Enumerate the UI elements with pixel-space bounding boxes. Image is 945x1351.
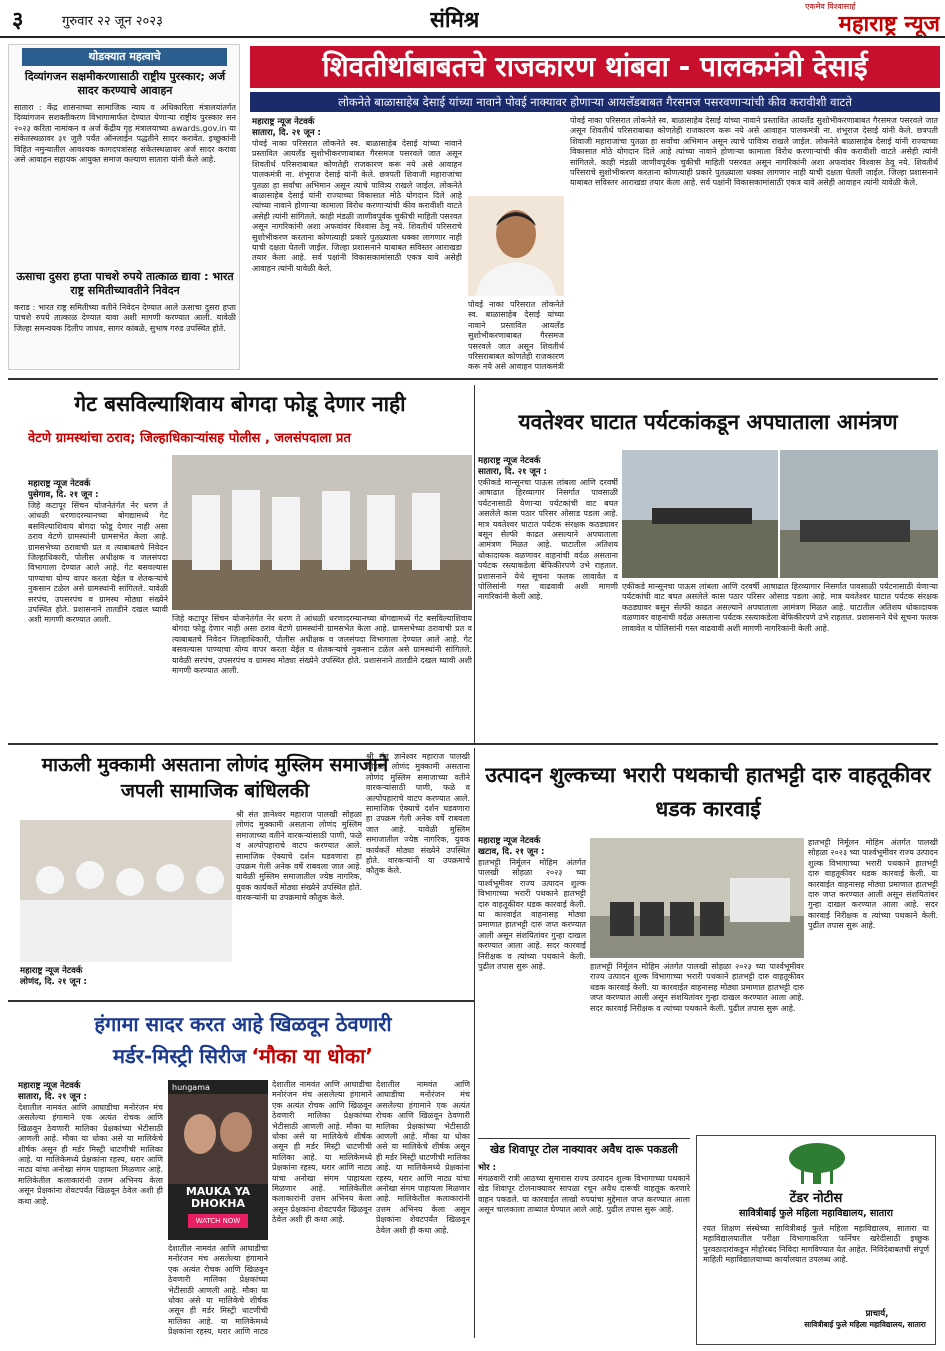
divider	[474, 748, 475, 1338]
mauli-headline: माऊली मुक्कामी असताना लोणंद मुस्लिम समाजाने जपली सामाजिक बांधिलकी	[41, 754, 389, 802]
ghat-body-col-2: एकीकडे मान्सूनचा पाऊस लांबला आणि दरवर्षी आषाढात हिरव्यागार निसर्गात पावसाळी पर्यटनासाठी येणाऱ्या पर्यटकांची वाट बघत असलेले कास पठार परिसर ओसाड पडला आहे. मात्र यवतेश्वर घाटात पर्यटक संरक्षक कठड्यावर बसून सेल्फी काढत असल्याने अपघाताला आमंत्रण मिळत आहे. घाटातील अतिशय धोकादायक वळणावर वाहनांची वर्दळ असताना पर्यटक रस्त्याकडेला बेफिकीरपणे उभे राहतात. प्रशासनाने येथे सूचना फलक लावावेत व पोलिसांनी गस्त वाढवावी अशी मागणी नागरिकांनी केली आहे.	[622, 582, 938, 633]
section-title: संमिश्र	[430, 8, 480, 33]
series-byline: महाराष्ट्र न्यूज नेटवर्क	[18, 1081, 81, 1091]
gate-body-col-1: जिहे कटापूर सिंचन योजनेतंर्गत नेर धरण ते आंधळी धरणादरम्यानच्या बोगद्यामध्ये गेट बसविल्याशिवाय बोगदा फोडू देणार नाही असा ठराव वेटणे ग्रामस्थांनी ग्रामसभेत केला आहे. ग्रामसभेच्या ठरावाची प्रत व त्याबाबतचे निवेदन जिल्हाधिकारी, पोलीस अधीक्षक व जलसंपदा विभागाला देण्यात आले आहे. गेट बसवल्यास पाण्याचा योग्य वापर करता येईल व शेतकऱ्यांचे नुकसान टळेल असे ग्रामस्थांनी सांगितले. यावेळी सरपंच, उपसरपंच व ग्रामस्थ मोठ्या संख्येने उपस्थित होते. प्रशासनाने तातडीने दखल घ्यावी अशी मागणी करण्यात आली.	[28, 501, 168, 625]
series-body-col-2: देशातील नामवंत आणि आघाडीचा मनोरंजन मंच असलेल्या हंगामाने एक अत्यंत रोचक आणि खिळवून ठेवणारी मालिका प्रेक्षकांच्या भेटीसाठी आणली आहे. मौका या धोका असे या मालिकेचे शीर्षक असून ही मर्डर मिस्ट्री धाटणीची मालिका आहे. या मालिकेमध्ये प्रेक्षकांना रहस्य, थरार आणि नाट्य	[168, 1244, 268, 1337]
gate-subheadline: वेटणे ग्रामस्थांचा ठराव; जिल्हाधिकाऱ्यांसह पोलीस , जलसंपदाला प्रत	[28, 431, 351, 446]
tender-institution: सावित्रीबाई फुले महिला महाविद्यालय, सातारा	[739, 1208, 893, 1219]
seized-liquor-photo	[590, 838, 804, 958]
lead-body-col-3: पोवई नाका परिसरात लोकनेते स्व. बाळासाहेब देसाई यांच्या नावाने प्रस्तावित आयलँड सुशोभीकरणाबाबत गैरसमज पसरवले जात असून शिवतीर्थ परिसराबाबत कोणतेही राजकारण करू नये असे आवाहन पालकमंत्री	[468, 300, 564, 371]
tender-heading: टेंडर नोटीस	[789, 1191, 843, 1206]
excise-body-col-2: हातभट्टी निर्मूलन मोहिम अंतर्गत पालखी सोहळा २०२३ च्या पार्श्वभूमीवर राज्य उत्पादन शुल्क विभागाच्या भरारी पथकाने हातभट्टी दारु वाहतूकीवर धडक कारवाई केली. या कारवाईत वाहनासह मोठ्या प्रमाणात हातभट्टी दारु जप्त करण्यात आली असून संशयितांवर गुन्हा दाखल करण्यात आला आहे. सदर कारवाई निरीक्षक व त्यांच्या पथकाने केली. पुढील तपास सुरू आहे.	[590, 962, 804, 1013]
brand-logo: महाराष्ट्र न्यूज	[838, 12, 940, 37]
series-headline-line1: हंगामा सादर करत आहे खिळवून ठेवणारी	[94, 1012, 392, 1036]
minister-photo	[468, 196, 564, 296]
mauli-body-col-2: श्री संत ज्ञानेश्वर महाराज पालखी सोहळा लोणंद मुक्कामी असताना लोणंद मुस्लिम समाजाच्या वतीने वारकऱ्यांसाठी पाणी, फळे व अल्पोपहाराचे वाटप करण्यात आले. सामाजिक ऐक्याचे दर्शन घडवणारा हा उपक्रम गेली अनेक वर्षे राबवला जात आहे. यावेळी मुस्लिम समाजातील ज्येष्ठ नागरिक, युवक कार्यकर्ते मोठ्या संख्येने उपस्थित होते. वारकऱ्यांनी या उपक्रमाचे कौतुक केले.	[366, 752, 470, 876]
divider	[478, 1138, 690, 1139]
series-headline-line2: मर्डर-मिस्ट्री सिरीज	[113, 1044, 247, 1068]
mauli-photo	[20, 820, 232, 962]
ghat-body-col-1: एकीकडे मान्सूनचा पाऊस लांबला आणि दरवर्षी आषाढात हिरव्यागार निसर्गात पावसाळी पर्यटनासाठी येणाऱ्या पर्यटकांची वाट बघत असलेले कास पठार परिसर ओसाड पडला आहे. मात्र यवतेश्वर घाटात पर्यटक संरक्षक कठड्यावर बसून सेल्फी काढत असल्याने अपघाताला आमंत्रण मिळत आहे. घाटातील अतिशय धोकादायक वळणावर वाहनांची वर्दळ असताना पर्यटक रस्त्याकडेला बेफिकीरपणे उभे राहतात. प्रशासनाने येथे सूचना फलक लावावेत व पोलिसांनी गस्त वाढवावी अशी मागणी नागरिकांनी केली आहे.	[478, 478, 618, 602]
ghat-photo-2	[780, 450, 938, 578]
banyan-tree-logo	[787, 1142, 847, 1186]
mauli-body-col-1: श्री संत ज्ञानेश्वर महाराज पालखी सोहळा लोणंद मुक्कामी असताना लोणंद मुस्लिम समाजाच्या वतीने वारकऱ्यांसाठी पाणी, फळे व अल्पोपहाराचे वाटप करण्यात आले. सामाजिक ऐक्याचे दर्शन घडवणारा हा उपक्रम गेली अनेक वर्षे राबवला जात आहे. यावेळी मुस्लिम समाजातील ज्येष्ठ नागरिक, युवक कार्यकर्ते मोठ्या संख्येने उपस्थित होते. वारकऱ्यांनी या उपक्रमाचे कौतुक केले.	[236, 810, 362, 903]
tender-notice	[696, 1135, 936, 1345]
ghat-photo-1	[622, 450, 778, 578]
series-body-col-1: देशातील नामवंत आणि आघाडीचा मनोरंजन मंच असलेल्या हंगामाने एक अत्यंत रोचक आणि खिळवून ठेवणारी मालिका प्रेक्षकांच्या भेटीसाठी आणली आहे. मौका या धोका असे या मालिकेचे शीर्षक असून ही मर्डर मिस्ट्री धाटणीची मालिका आहे. या मालिकेमध्ये प्रेक्षकांना रहस्य, थरार आणि नाट्य यांचा अनोखा संगम पाहायला मिळणार आहे. मालिकेतील कलाकारांनी उत्तम अभिनय केला असून प्रेक्षकांना शेवटपर्यंत खिळवून ठेवेल अशी ही कथा आहे.	[18, 1103, 163, 1206]
sidebar-banner: थोडक्यात महत्वाचे	[22, 48, 227, 66]
divider	[8, 378, 938, 380]
mauli-dateline: लोणंद, दि. २१ जून :	[20, 977, 87, 987]
toll-dateline: भोर :	[478, 1163, 497, 1173]
excise-dateline: खटाव, दि. २१ जून :	[478, 847, 545, 857]
ghat-dateline: सातारा, दि. २१ जून :	[478, 467, 547, 477]
mauli-byline: महाराष्ट्र न्यूज नेटवर्क	[20, 966, 83, 976]
hungama-logo: hungama	[172, 1083, 210, 1092]
divider	[8, 743, 938, 745]
divider	[474, 385, 475, 743]
toll-headline: खेड शिवापूर टोल नाक्यावर अवैध दारू पकडली	[490, 1143, 678, 1156]
lead-body-col-2: पोवई नाका परिसरात लोकनेते स्व. बाळासाहेब देसाई यांच्या नावाने प्रस्तावित आयलँड सुशोभीकरणाबाबत गैरसमज पसरवले जात असून शिवतीर्थ परिसराबाबत कोणतेही राजकारण करू नये असे आवाहन पालकमंत्री ना. शंभूराज देसाई यांनी केले. छत्रपती शिवाजी महाराजांचा पुतळा हा सर्वांचा अभिमान असून त्याचे पावित्र्य राखले जाईल. लोकनेते बाळासाहेब देसाई यांनी राज्याच्या विकासात मोठे योगदान दिले आहे त्यांच्या नावाने होणाऱ्या कामाला विरोध करणाऱ्यांची कीव करावीशी वाटते असेही त्यांनी सांगितले. काही मंडळी जाणीवपूर्वक चुकीची माहिती पसरवत असून नागरिकांनी अशा अफवांवर विश्वास ठेवू नये. शिवतीर्थ परिसराचे सुशोभीकरण करताना कोणत्याही प्रकारे पुतळ्याला धक्का लागणार नाही याची दक्षता घेतली जाईल. जिल्हा प्रशासनाने याबाबत सविस्तर आराखडा तयार केला आहे. सर्व पक्षांनी विकासकामांसाठी एकत्र यावे असेही आवाहन त्यांनी यावेळी केले.	[570, 116, 938, 188]
divider	[8, 1000, 474, 1002]
excise-body-col-3: हातभट्टी निर्मूलन मोहिम अंतर्गत पालखी सोहळा २०२३ च्या पार्श्वभूमीवर राज्य उत्पादन शुल्क विभागाच्या भरारी पथकाने हातभट्टी दारु वाहतूकीवर धडक कारवाई केली. या कारवाईत वाहनासह मोठ्या प्रमाणात हातभट्टी दारु जप्त करण्यात आली असून संशयितांवर गुन्हा दाखल करण्यात आला आहे. सदर कारवाई निरीक्षक व त्यांच्या पथकाने केली. पुढील तपास सुरू आहे.	[808, 838, 938, 931]
excise-byline: महाराष्ट्र न्यूज नेटवर्क	[478, 836, 541, 846]
tender-body: रयत शिक्षण संस्थेच्या सावित्रीबाई फुले महिला महाविद्यालय, सातारा या महाविद्यालयातील परीक्षा विभागाकरिता फर्निचर खरेदीसाठी इच्छुक पुरवठादारांकडून मोहोरबंद निविदा मागविण्यात येत आहेत. निविदेबाबतची संपूर्ण माहिती महाविद्यालयाच्या कार्यालयात उपलब्ध आहे.	[703, 1224, 929, 1265]
tender-sign-name: सावित्रीबाई फुले महिला महाविद्यालय, सातारा	[804, 1320, 926, 1329]
lead-subheadline: लोकनेते बाळासाहेब देसाई यांच्या नावाने पोवई नाक्यावर होणाऱ्या आयलँडबाबत गैरसमज पसरवणाऱ्यांची कीव करावीशी वाटते	[250, 92, 940, 112]
excise-headline: उत्पादन शुल्कच्या भरारी पथकाची हातभट्टी दारु वाहतूकीवर धडक कारवाई	[485, 763, 931, 821]
lead-body-col-1: पोवई नाका परिसरात लोकनेते स्व. बाळासाहेब देसाई यांच्या नावाने प्रस्तावित आयलँड सुशोभीकरणाबाबत गैरसमज पसरवले जात असून शिवतीर्थ परिसराबाबत कोणतेही राजकारण करू नये असे आवाहन पालकमंत्री ना. शंभूराज देसाई यांनी केले. छत्रपती शिवाजी महाराजांचा पुतळा हा सर्वांचा अभिमान असून त्याचे पावित्र्य राखले जाईल. लोकनेते बाळासाहेब देसाई यांनी राज्याच्या विकासात मोठे योगदान दिले आहे त्यांच्या नावाने होणाऱ्या कामाला विरोध करणाऱ्यांची कीव करावीशी वाटते असेही त्यांनी सांगितले. काही मंडळी जाणीवपूर्वक चुकीची माहिती पसरवत असून नागरिकांनी अशा अफवांवर विश्वास ठेवू नये. शिवतीर्थ परिसराचे सुशोभीकरण करताना कोणत्याही प्रकारे पुतळ्याला धक्का लागणार नाही याची दक्षता घेतली जाईल. जिल्हा प्रशासनाने याबाबत सविस्तर आराखडा तयार केला आहे. सर्व पक्षांनी विकासकामांसाठी एकत्र यावे असेही आवाहन त्यांनी यावेळी केले.	[252, 139, 462, 273]
poster-title: MAUKA YA DHOKHA	[185, 1186, 251, 1210]
lead-dateline: सातारा, दि. २१ जून :	[252, 128, 321, 138]
ghat-headline: यवतेश्वर घाटात पर्यटकांकडून अपघाताला आमंत्रण	[518, 410, 898, 434]
gate-headline: गेट बसविल्याशिवाय बोगदा फोडू देणार नाही	[74, 392, 406, 416]
lead-byline: महाराष्ट्र न्यूज नेटवर्क	[252, 117, 315, 127]
series-body-col-4: देशातील नामवंत आणि आघाडीचा मनोरंजन मंच असलेल्या हंगामाने एक अत्यंत रोचक आणि खिळवून ठेवणारी मालिका प्रेक्षकांच्या भेटीसाठी आणली आहे. मौका या धोका असे या मालिकेचे शीर्षक असून ही मर्डर मिस्ट्री धाटणीची मालिका आहे. या मालिकेमध्ये प्रेक्षकांना रहस्य, थरार आणि नाट्य यांचा अनोखा संगम पाहायला मिळणार आहे. मालिकेतील कलाकारांनी उत्तम अभिनय केला असून प्रेक्षकांना शेवटपर्यंत खिळवून ठेवेल अशी ही कथा आहे.	[376, 1080, 470, 1235]
brief-2-body: कराड : भारत राष्ट्र समितीच्या वतीने निवेदन देण्यात आले ऊसाचा दुसरा हप्ता पाचशे रुपये तात्काळ देण्यात यावा अशी मागणी करण्यात आली. यावेळी जिल्हा समन्वयक दिलीप जाधव, सागर कांबळे, सुभाष गरुड उपस्थित होते.	[14, 303, 236, 333]
series-body-col-3: देशातील नामवंत आणि आघाडीचा मनोरंजन मंच असलेल्या हंगामाने एक अत्यंत रोचक आणि खिळवून ठेवणारी मालिका प्रेक्षकांच्या भेटीसाठी आणली आहे. मौका या धोका असे या मालिकेचे शीर्षक असून ही मर्डर मिस्ट्री धाटणीची मालिका आहे. या मालिकेमध्ये प्रेक्षकांना रहस्य, थरार आणि नाट्य यांचा अनोखा संगम पाहायला मिळणार आहे. मालिकेतील कलाकारांनी उत्तम अभिनय केला असून प्रेक्षकांना शेवटपर्यंत खिळवून ठेवेल अशी ही कथा आहे.	[272, 1080, 372, 1225]
gate-body-col-2: जिहे कटापूर सिंचन योजनेतंर्गत नेर धरण ते आंधळी धरणादरम्यानच्या बोगद्यामध्ये गेट बसविल्याशिवाय बोगदा फोडू देणार नाही असा ठराव वेटणे ग्रामस्थांनी ग्रामसभेत केला आहे. ग्रामसभेच्या ठरावाची प्रत व त्याबाबतचे निवेदन जिल्हाधिकारी, पोलीस अधीक्षक व जलसंपदा विभागाला देण्यात आले आहे. गेट बसवल्यास पाण्याचा योग्य वापर करता येईल व शेतकऱ्यांचे नुकसान टळेल असे ग्रामस्थांनी सांगितले. यावेळी सरपंच, उपसरपंच व ग्रामस्थ मोठ्या संख्येने उपस्थित होते. प्रशासनाने तातडीने दखल घ्यावी अशी मागणी करण्यात आली.	[172, 614, 472, 676]
brand-tagline: एकमेव विश्वासार्ह	[805, 2, 856, 11]
ghat-byline: महाराष्ट्र न्यूज नेटवर्क	[478, 456, 541, 466]
brief-1-heading: दिव्यांगजन सक्षमीकरणासाठी राष्ट्रीय पुरस्कार; अर्ज सादर करण्याचे आवाहन	[24, 70, 226, 97]
delegation-photo	[172, 455, 472, 610]
masthead	[0, 0, 945, 38]
gate-dateline: पुसेगाव, दि. २१ जून :	[28, 490, 99, 500]
watch-now-button[interactable]: WATCH NOW	[188, 1214, 248, 1228]
brief-2-heading: ऊसाचा दुसरा हप्ता पाचशे रुपये तात्काळ द्यावा : भारत राष्ट्र समितीच्यावतीने निवेदन	[16, 270, 234, 297]
lead-headline: शिवतीर्थाबाबतचे राजकारण थांबवा - पालकमंत्री देसाई	[250, 46, 940, 88]
issue-date: गुरुवार २२ जून २०२३	[62, 14, 163, 29]
series-title-quote: ‘मौका या धोका’	[251, 1044, 373, 1068]
gate-byline: महाराष्ट्र न्यूज नेटवर्क	[28, 479, 91, 489]
toll-body: मंगळवारी रात्री आठच्या सुमारास राज्य उत्पादन शुल्क विभागाच्या पथकाने खेड शिवापूर टोलनाक्यावर सापळा रचून अवैध दारूची वाहतूक करणारे वाहन पकडले. या कारवाईत लाखो रुपयांचा मुद्देमाल जप्त करण्यात आला असून चालकाला ताब्यात घेण्यात आले आहे. पुढील तपास सुरू आहे.	[478, 1174, 690, 1215]
brief-1-body: सातारा : केंद्र शासनाच्या सामाजिक न्याय व अधिकारिता मंत्रालयांतर्गत दिव्यांगजन सशक्तीकरण विभागामार्फत देण्यात येणाऱ्या राष्ट्रीय पुरस्कार सन २०२३ करिता नामांकन व अर्ज केंद्रीय गृह मंत्रालयाच्या awards.gov.in या संकेतस्थळावर ३१ जुलै पर्यंत ऑनलाईन पद्धतीने सादर करावेत. इच्छुकांनी विहित नमुन्यातील आवश्यक कागदपत्रांसह संकेतस्थळावर अर्ज सादर करावा असे आवाहन सहायक आयुक्त समाज कल्याण सातारा यांनी केले आहे.	[14, 103, 236, 165]
page-number: ३	[12, 8, 24, 33]
series-dateline: सातारा, दि. २१ जून :	[18, 1092, 87, 1102]
series-poster	[168, 1080, 268, 1240]
excise-body-col-1: हातभट्टी निर्मूलन मोहिम अंतर्गत पालखी सोहळा २०२३ च्या पार्श्वभूमीवर राज्य उत्पादन शुल्क विभागाच्या भरारी पथकाने हातभट्टी दारु वाहतूकीवर धडक कारवाई केली. या कारवाईत वाहनासह मोठ्या प्रमाणात हातभट्टी दारु जप्त करण्यात आली असून संशयितांवर गुन्हा दाखल करण्यात आला आहे. सदर कारवाई निरीक्षक व त्यांच्या पथकाने केली. पुढील तपास सुरू आहे.	[478, 858, 586, 972]
tender-sign-title: प्राचार्य,	[865, 1309, 889, 1319]
series-headline-line2-wrap	[18, 1042, 468, 1072]
